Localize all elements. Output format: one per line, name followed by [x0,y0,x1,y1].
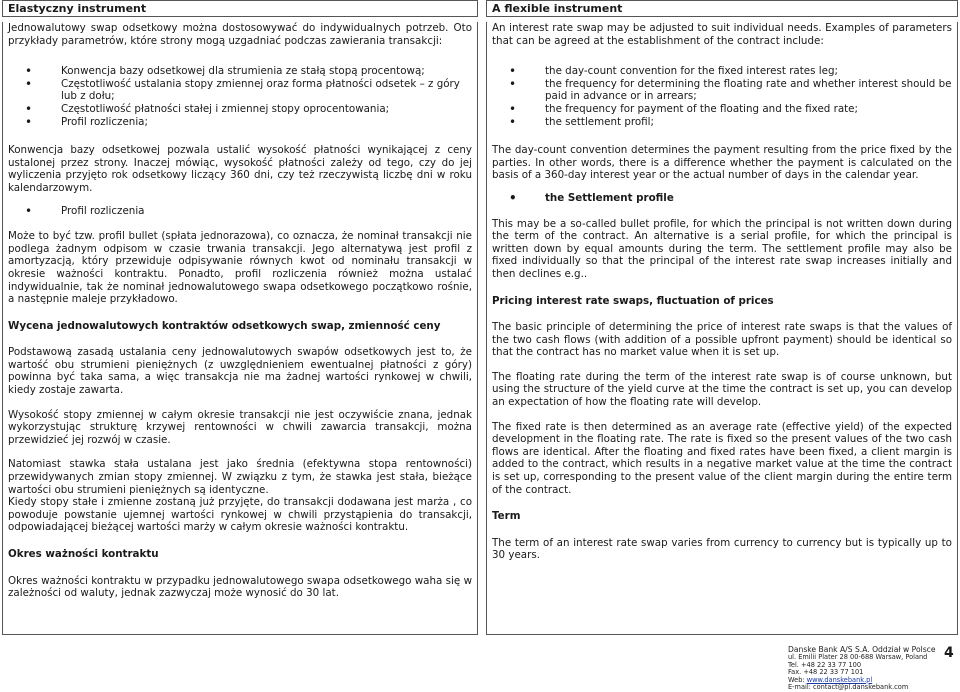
footer-contact [788,645,936,692]
list-item: • the settlement profil; [492,116,952,129]
pl-params-list [8,65,472,128]
pl-valuation-heading: Wycena jednowalutowych kontraktów odsetkowych swap, zmienność ceny [8,319,441,332]
en-intro: An interest rate swap may be adjusted to suit individual needs. Examples of parameters that can be agreed at the establishment of the contract include: [492,22,952,47]
footer-tel: Tel. +48 22 33 77 100 [788,660,862,669]
pl-profile-list [8,205,472,218]
en-valuation-heading: Pricing interest rate swaps, fluctuation of prices [492,294,774,307]
footer-fax: Fax. +48 22 33 77 101 [788,668,864,677]
en-section-title: A flexible instrument [486,0,958,17]
pl-term-heading: Okres ważności kontraktu [8,548,159,560]
page-number: 4 [944,645,954,661]
en-valuation-1: The basic principle of determining the price of interest rate swaps is that the values of the two cash flows (with addition of a possible upfront payment) should be identical so that the contract has no market value when it is set up. [492,321,952,359]
en-profile-text: This may be a so-called bullet profile, for which the principal is not written down during the term of the contract. An alternative is a serial profile, for which the principal is written down by equal amounts during the term. The settlement profile may also be fixed individually so that the principal of the interest rate swap increases initially and then declines e.g.. [492,217,952,280]
footer-web-link[interactable]: www.danskebank.pl [806,675,873,684]
pl-content-box [2,22,478,635]
en-term-heading: Term [492,510,521,523]
en-params-list [492,65,952,128]
pl-valuation-1: Podstawową zasadą ustalania ceny jednowalutowych swapów odsetkowych jest to, że wartość obu strumieni pieniężnych (z uwzględnieniem ewentualnej płatności z góry) powinna być taka sama, a więc transakcja nie ma żadnej wartości rynkowej w chwili, kiedy zostaje zawarta. [8,346,472,397]
en-valuation-2: The floating rate during the term of the interest rate swap is of course unknown, but using the structure of the yield curve at the time the contract is set up, you can develop an expectation of how the floating rate will develop. [492,370,952,409]
pl-profile-text: Może to być tzw. profil bullet (spłata jednorazowa), co oznacza, że nominał transakcji nie podlega żadnym odpisom w czasie trwania transakcji. Jego alternatywą jest profil z amortyzacją, który przewiduje odpisywanie równych kwot od nominału transakcji w okresie ważności kontraktu. Ponadto, profil rozliczenia również można ustalać indywidualnie, tak że nominał jednowalutowego swapa odsetkowego początkowo rośnie, a następnie maleje przykładowo. [8,230,472,306]
pl-valuation-3: Natomiast stawka stała ustalana jest jako średnia (efektywna stopa rentowności) przewidywanych zmian stopy zmiennej. W związku z tym, że stawka jest stała, bieżące wartości obu strumieni pieniężnych są identyczne. [8,458,472,496]
pl-term-text: Okres ważności kontraktu w przypadku jednowalutowego swapa odsetkowego waha się w zależności od waluty, jednak zazwyczaj może wynosić do 30 lat. [8,574,472,600]
en-convention: The day-count convention determines the payment resulting from the price fixed by the parties. In other words, there is a difference whether the payment is calculated on the basis of a 360-day interest year or the actual number of days in the calendar year. [492,144,952,182]
footer-company: Danske Bank A/S S.A. Oddział w Polsce [788,645,936,654]
list-item: • the frequency for determining the floating rate and whether interest should be paid in advance or in arrears; [492,78,952,103]
list-item: • the day-count convention for the fixed interest rates leg; [492,65,952,78]
list-item: • Profil rozliczenia; [8,116,472,129]
list-item: • the frequency for payment of the floating and the fixed rate; [492,103,952,116]
english-column [486,0,958,635]
footer-address: ul. Emilii Plater 28 00-688 Warsaw, Poland [788,653,928,661]
en-profile-list [492,192,952,205]
pl-profile-heading: • Profil rozliczenia [8,205,472,218]
pl-section-title: Elastyczny instrument [2,0,478,17]
en-content-box [486,22,958,635]
footer-web-label: Web: [788,675,807,684]
footer-email: E-mail: contact@pl.danskebank.com [788,683,909,692]
pl-valuation-2: Wysokość stopy zmiennej w całym okresie transakcji nie jest oczywiście znana, jednak wykorzystując strukturę krzywej rentowności w chwili zawarcia transakcji, można przewidzieć jej rozwój w czasie. [8,408,472,446]
list-item: • Częstotliwość ustalania stopy zmiennej oraz forma płatności odsetek – z góry lub z dołu; [8,78,472,103]
list-item: • Częstotliwość płatności stałej i zmiennej stopy oprocentowania; [8,103,472,116]
polish-column [2,0,478,635]
pl-valuation-4: Kiedy stopy stałe i zmienne zostaną już przyjęte, do transakcji dodawana jest marża , co powoduje powstanie ujemnej wartości rynkowej w chwili przystąpienia do transakcji, odpowiadającej bieżącej wartości marży w całym okresie ważności kontraktu. [8,496,472,534]
pl-intro: Jednowalutowy swap odsetkowy można dostosowywać do indywidualnych potrzeb. Oto przykłady parametrów, które strony mogą uzgadniać podczas zawierania transakcji: [8,22,472,47]
list-item: • Konwencja bazy odsetkowej dla strumienia ze stałą stopą procentową; [8,65,472,78]
en-term-text: The term of an interest rate swap varies from currency to currency but is typically up to 30 years. [492,536,952,562]
en-valuation-3: The fixed rate is then determined as an average rate (effective yield) of the expected development in the floating rate. The rate is fixed so the present values of the two cash flows are identical. After the floating and fixed rates have been fixed, a client margin is added to the contract, which results in a negative market value at the time the contract is set up, corresponding to the present value of the client margin during the entire term of the contract. [492,420,952,496]
en-profile-heading: • the Settlement profile [492,192,952,205]
pl-convention: Konwencja bazy odsetkowej pozwala ustalić wysokość płatności wynikającej z ceny ustalonej przez strony. Inaczej mówiąc, wysokość płatności zależy od tego, czy do jej wyliczenia przyjęto rok odsetkowy liczący 360 dni, czy też rzeczywistą liczbę dni w roku kalendarzowym. [8,144,472,194]
